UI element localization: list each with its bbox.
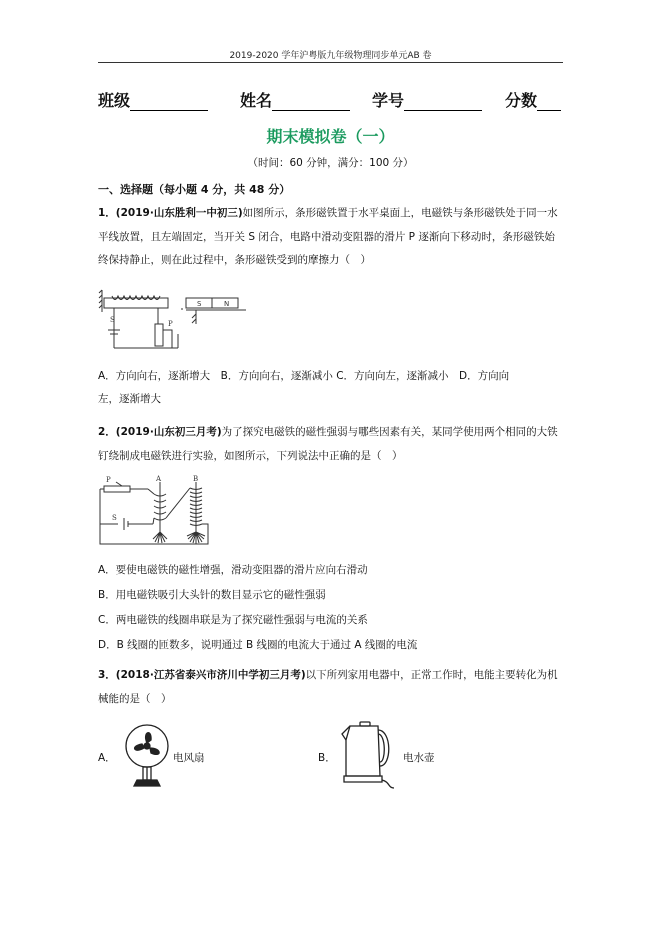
- question-3-source: 3．(2018·江苏省泰兴市济川中学初三月考): [98, 669, 306, 681]
- question-2-option-b[interactable]: B．用电磁铁吸引大头针的数目显示它的磁性强弱: [98, 589, 326, 601]
- question-2-option-c[interactable]: C．两电磁铁的线圈串联是为了探究磁性强弱与电流的关系: [98, 614, 368, 626]
- question-2-option-a[interactable]: A．要使电磁铁的磁性增强，滑动变阻器的滑片应向右滑动: [98, 564, 368, 576]
- name-blank[interactable]: [272, 95, 350, 111]
- number-label: 学号: [372, 91, 405, 110]
- electric-kettle-icon: [336, 716, 400, 792]
- question-3-option-b-letter[interactable]: B．: [318, 752, 336, 764]
- question-3-option-a-text: 电风扇: [173, 752, 205, 764]
- q1-magnet-n-label: N: [224, 300, 230, 308]
- name-label: 姓名: [240, 91, 273, 110]
- score-blank[interactable]: [537, 95, 561, 111]
- exam-title: 期末模拟卷（一）: [266, 127, 395, 146]
- name-field: [240, 88, 350, 111]
- question-1-figure: [98, 284, 248, 356]
- question-2-source: 2．(2019·山东初三月考): [98, 426, 222, 438]
- class-field: [98, 88, 208, 111]
- question-1-stem: [98, 202, 565, 273]
- page-header: 2019-2020 学年沪粤版九年级物理同步单元AB 卷: [229, 51, 432, 61]
- q2-switch-label: S: [112, 514, 117, 522]
- question-1-text: 如图所示，条形磁铁置于水平桌面上，电磁铁与条形磁铁处于同一水平线放置，且左端固定，当开关 S 闭合，电路中滑动变阻器的滑片 P 逐渐向下移动时，条形磁铁始终保持静止，则在此过程中，条形磁铁受到的摩擦力（ ）: [98, 207, 558, 266]
- question-3-stem: [98, 664, 565, 711]
- q2-a-label: A: [156, 475, 162, 483]
- q1-slider-label: P: [168, 320, 173, 328]
- question-3-text: 以下所列家用电器中，正常工作时，电能主要转化为机械能的是（ ）: [98, 669, 558, 705]
- q1-magnet-s-label: S: [197, 300, 202, 308]
- question-3-option-a-letter[interactable]: A．: [98, 752, 116, 764]
- question-2-text: 为了探究电磁铁的磁性强弱与哪些因素有关，某同学使用两个相同的大铁钉绕制成电磁铁进行实验，如图所示，下列说法中正确的是（ ）: [98, 426, 558, 462]
- q2-b-label: B: [193, 475, 199, 483]
- question-2-stem: [98, 421, 565, 468]
- header-rule: [98, 62, 563, 63]
- score-label: 分数: [505, 91, 538, 110]
- exam-subtitle: （时间：60 分钟，满分：100 分）: [247, 157, 414, 169]
- question-2-figure: [98, 474, 216, 550]
- score-field: [505, 88, 561, 111]
- question-3-option-b-text: 电水壶: [403, 752, 435, 764]
- question-1-source: 1．(2019·山东胜利一中初三): [98, 207, 243, 219]
- question-2-option-d[interactable]: D．B 线圈的匝数多，说明通过 B 线圈的电流大于通过 A 线圈的电流: [98, 639, 418, 651]
- class-blank[interactable]: [130, 95, 208, 111]
- number-field: [372, 88, 482, 111]
- number-blank[interactable]: [404, 95, 482, 111]
- question-1-options-2[interactable]: 左，逐渐增大: [98, 393, 161, 405]
- class-label: 班级: [98, 91, 131, 110]
- q2-p-label: P: [106, 476, 111, 484]
- electric-fan-icon: [122, 722, 172, 792]
- question-1-options-1[interactable]: A．方向向右，逐渐增大 B．方向向右，逐渐减小 C．方向向左，逐渐减小 D．方向向: [98, 370, 510, 382]
- q1-switch-label: S: [110, 316, 115, 324]
- section-title: 一、选择题（每小题 4 分，共 48 分）: [98, 183, 291, 196]
